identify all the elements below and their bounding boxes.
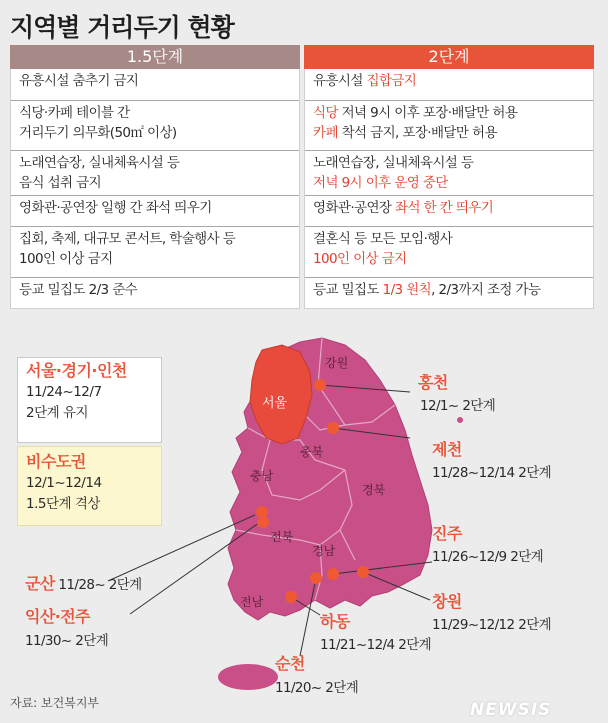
city-hongcheon-info: 12/1~ 2단계 xyxy=(420,398,496,414)
dot-iksan xyxy=(257,516,269,528)
rule-text: 음식 섭취 금지 xyxy=(19,175,102,191)
source-note: 자료: 보건복지부 xyxy=(10,696,100,710)
rule-text: 노래연습장, 실내체육시설 등 xyxy=(313,155,474,171)
dot-suncheon xyxy=(285,591,297,603)
rule-text: 집회, 축제, 대규모 콘서트, 학술행사 등 xyxy=(19,231,236,247)
rule-text: 등교 밀집도 xyxy=(313,282,383,298)
non-capital-callout xyxy=(17,446,162,526)
callout-title: 비수도권 xyxy=(26,452,86,471)
rule-text: 식당·카페 테이블 간 xyxy=(19,105,130,121)
city-jinju-info: 11/26~12/9 2단계 xyxy=(432,549,544,565)
seoul-callout xyxy=(17,357,162,443)
callout-dates: 12/1~12/14 xyxy=(26,475,102,491)
rule-text: 유흥시설 xyxy=(313,73,367,89)
rule-text: 영화관·공연장 일행 간 좌석 띄우기 xyxy=(19,200,212,216)
city-jecheon-name: 제천 xyxy=(432,440,462,459)
rule-highlight: 저녁 9시 이후 운영 중단 xyxy=(313,175,448,191)
rule-text: 결혼식 등 모든 모임·행사 xyxy=(313,231,453,247)
panel-header: 1.5단계 xyxy=(10,45,300,69)
dot-changwon xyxy=(357,566,369,578)
city-changwon-name: 창원 xyxy=(432,592,462,611)
callout-dates: 11/24~12/7 xyxy=(26,384,102,400)
dot-hongcheon xyxy=(314,379,326,391)
region-jeonbuk: 전북 xyxy=(270,530,294,544)
region-chungbuk: 충북 xyxy=(300,445,324,459)
newsis-watermark: NEWSIS xyxy=(470,700,552,720)
region-seoul: 서울 xyxy=(262,396,288,411)
city-hongcheon-name: 홍천 xyxy=(418,373,448,392)
rule-text: 착석 금지, 포장·배달만 허용 xyxy=(337,125,497,141)
region-gangwon: 강원 xyxy=(325,356,349,370)
region-gyeongbuk: 경북 xyxy=(362,483,386,497)
dot-hadong xyxy=(310,572,322,584)
city-jinju-name: 진주 xyxy=(432,524,462,543)
callout-title: 서울·경기·인천 xyxy=(26,361,127,380)
city-changwon-info: 11/29~12/12 2단계 xyxy=(432,617,552,633)
rule-text: 저녁 9시 이후 포장·배달만 허용 xyxy=(337,105,518,121)
rule-highlight: 집합금지 xyxy=(366,73,417,89)
city-gunsan-name: 군산 xyxy=(25,574,55,593)
rule-highlight: 1/3 원칙 xyxy=(382,282,432,298)
city-suncheon-info: 11/20~ 2단계 xyxy=(275,680,359,696)
city-hadong-name: 하동 xyxy=(320,612,350,631)
rule-text: 영화관·공연장 xyxy=(313,200,396,216)
rule-text: 등교 밀집도 2/3 준수 xyxy=(19,282,138,298)
rule-text: 100인 이상 금지 xyxy=(19,251,113,267)
panel-header: 2단계 xyxy=(304,45,594,69)
rule-highlight: 좌석 한 칸 띄우기 xyxy=(395,200,494,216)
city-iksan-name: 익산·전주 xyxy=(25,607,90,626)
ulleung-island xyxy=(457,417,463,423)
callout-status: 2단계 유지 xyxy=(26,405,89,421)
region-chungnam: 충남 xyxy=(250,469,274,483)
rule-text: 유흥시설 춤추기 금지 xyxy=(19,73,139,89)
rule-text: , 2/3까지 조정 가능 xyxy=(431,282,541,298)
dot-jecheon xyxy=(327,422,339,434)
jeju-island xyxy=(218,664,278,690)
city-gunsan xyxy=(25,571,142,594)
callout-status: 1.5단계 격상 xyxy=(26,496,100,512)
rule-text: 노래연습장, 실내체육시설 등 xyxy=(19,155,180,171)
city-suncheon-name: 순천 xyxy=(275,654,305,673)
city-iksan-info: 11/30~ 2단계 xyxy=(25,633,109,649)
rule-highlight: 카페 xyxy=(313,125,338,141)
region-jeonnam: 전남 xyxy=(240,595,264,609)
city-gunsan-info: 11/28~ 2단계 xyxy=(54,577,142,593)
dot-jinju xyxy=(327,568,339,580)
rule-text: 거리두기 의무화(50㎡ 이상) xyxy=(19,125,177,141)
region-gyeongnam: 경남 xyxy=(312,544,336,558)
rule-highlight: 100인 이상 금지 xyxy=(313,251,407,267)
page-title: 지역별 거리두기 현황 xyxy=(10,13,234,42)
rule-highlight: 식당 xyxy=(313,105,338,121)
city-hadong-info: 11/21~12/4 2단계 xyxy=(320,637,432,653)
city-jecheon-info: 11/28~12/14 2단계 xyxy=(432,465,552,481)
